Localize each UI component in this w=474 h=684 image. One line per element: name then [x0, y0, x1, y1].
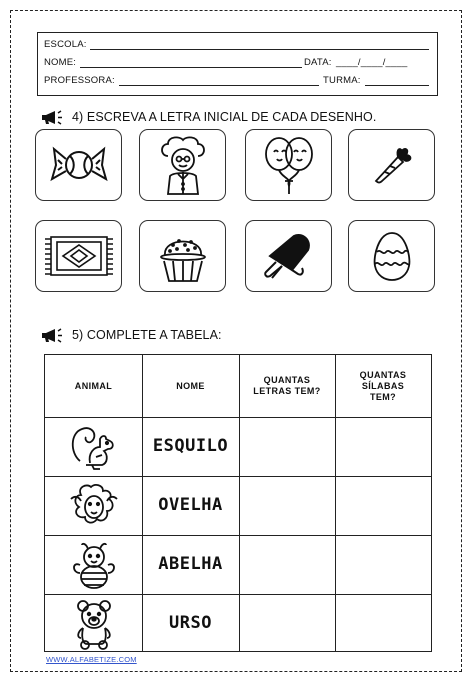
squirrel-icon: [68, 423, 120, 471]
easter-egg-icon: [371, 230, 413, 282]
popsicle-icon: [262, 230, 316, 282]
question-4-title: [40, 109, 376, 125]
animals-table: [44, 354, 432, 652]
turma-field[interactable]: [365, 75, 429, 86]
rug-icon: [43, 231, 115, 281]
header-nome: NOME: [176, 380, 205, 391]
nome-field[interactable]: [80, 57, 302, 68]
balloons-icon: [258, 134, 320, 196]
carrot-icon: [370, 143, 414, 187]
table-row-3-image: [45, 539, 143, 591]
header-silabas: QUANTAS SÍLABAS TEM?: [359, 369, 407, 402]
table-row-4-silabas-cell[interactable]: [336, 595, 431, 651]
table-row-4-name: URSO: [169, 613, 212, 633]
megaphone-icon: [40, 327, 64, 343]
student-info-box: [37, 32, 438, 96]
professora-row: [44, 75, 431, 89]
header-letras: QUANTAS LETRAS TEM?: [253, 375, 321, 396]
table-row-2-name: OVELHA: [158, 495, 223, 515]
drawing-cell-6[interactable]: [139, 220, 226, 292]
header-animal: ANIMAL: [74, 380, 113, 391]
professora-field[interactable]: [119, 75, 319, 86]
question-5-text: 5) COMPLETE A TABELA:: [72, 328, 222, 342]
nome-label: NOME:: [44, 57, 77, 68]
table-row-2-image: [45, 481, 143, 531]
question-5-title: [40, 327, 222, 343]
table-row-3-name: ABELHA: [158, 554, 223, 574]
table-row-1-silabas-cell[interactable]: [336, 418, 431, 476]
table-row-4-letras-cell[interactable]: [240, 595, 335, 651]
table-row-1-image: [45, 423, 143, 471]
bear-icon: [69, 598, 119, 650]
drawing-cell-5[interactable]: [35, 220, 122, 292]
cupcake-icon: [155, 227, 211, 285]
turma-label: TURMA:: [323, 75, 361, 86]
professora-label: PROFESSORA:: [44, 75, 115, 86]
sheep-icon: [67, 481, 121, 531]
footer-link[interactable]: WWW.ALFABETIZE.COM: [46, 655, 137, 664]
table-row-3-letras-cell[interactable]: [240, 536, 335, 594]
grandmother-icon: [154, 134, 212, 196]
drawing-cell-8[interactable]: [348, 220, 435, 292]
escola-row: [44, 39, 431, 53]
question-4-text: 4) ESCREVA A LETRA INICIAL DE CADA DESENHO.: [72, 110, 377, 124]
drawing-cell-3[interactable]: [245, 129, 332, 201]
data-label: DATA:: [304, 57, 332, 68]
drawing-cell-7[interactable]: [245, 220, 332, 292]
drawing-cell-4[interactable]: [348, 129, 435, 201]
table-row-4-image: [45, 598, 143, 650]
table-row-1-letras-cell[interactable]: [240, 418, 335, 476]
table-row-2-letras-cell[interactable]: [240, 477, 335, 535]
drawing-cell-1[interactable]: [35, 129, 122, 201]
drawing-cell-2[interactable]: [139, 129, 226, 201]
candy-icon: [48, 142, 110, 188]
table-row-2-silabas-cell[interactable]: [336, 477, 431, 535]
escola-label: ESCOLA:: [44, 39, 87, 50]
table-row-1-name: ESQUILO: [152, 436, 229, 456]
data-field[interactable]: ____/____/____: [336, 57, 408, 68]
bee-icon: [70, 539, 118, 591]
escola-field[interactable]: [90, 39, 429, 50]
nome-row: [44, 57, 431, 71]
table-row-3-silabas-cell[interactable]: [336, 536, 431, 594]
megaphone-icon: [40, 109, 64, 125]
